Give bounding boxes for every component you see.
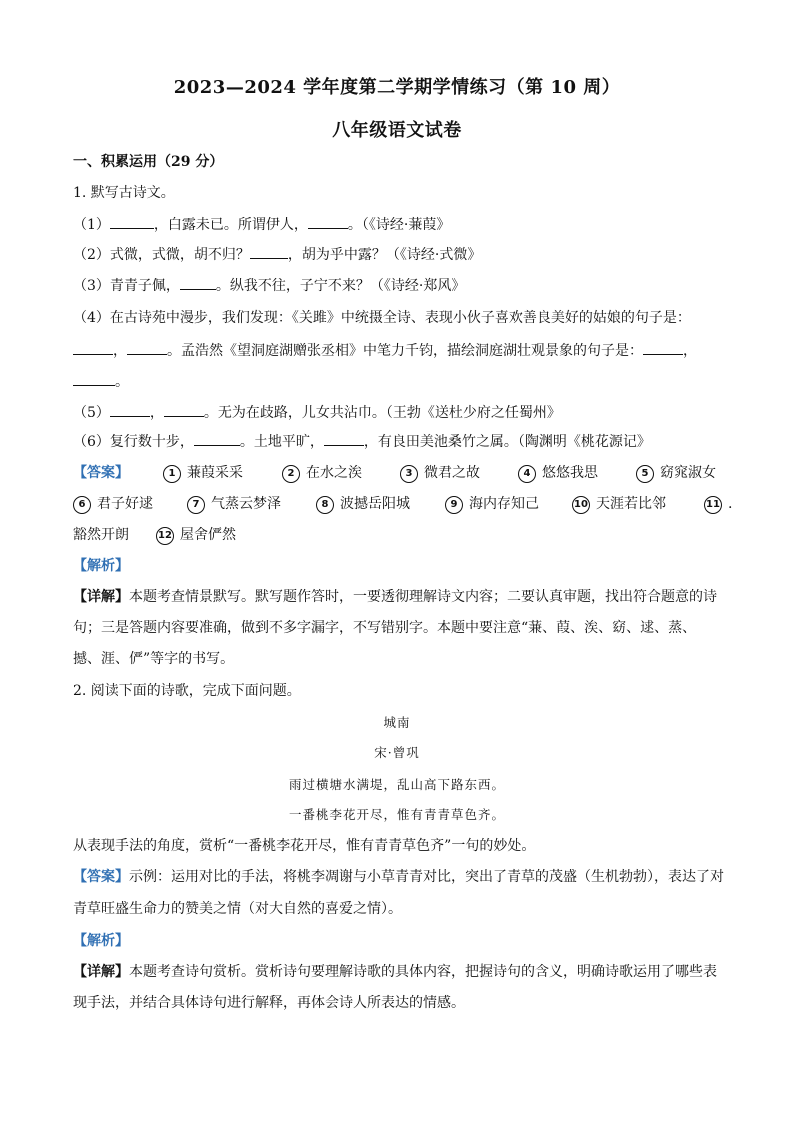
answer-blank [250,244,288,259]
analysis-tag: 【解析】 [73,558,129,574]
section-heading: 一、积累运用（29 分） [73,154,224,170]
answer-item: 3 微君之故 [400,463,480,483]
q1-item-6: （6）复行数十步， 。土地平旷， ，有良田美池桑竹之属。（陶渊明《桃花源记》 [73,431,651,452]
poem-title: 城南 [383,715,411,730]
answer-blank [180,275,216,290]
answer-blank [164,402,204,417]
answer-blank [643,340,683,355]
q2-detail-line: 现手法，并结合具体诗句进行解释，再体会诗人所表达的情感。 [73,995,465,1011]
answer-item: 1 蒹葭采采 [163,463,243,483]
q1-stem: 1. 默写古诗文。 [73,185,175,201]
answer-blank [308,214,348,229]
q1-item-4-line1: （4）在古诗苑中漫步，我们发现：《关雎》中统摄全诗、表现小伙子喜欢善良美好的姑娘的句子是： [73,310,691,326]
answer-item: 8 波撼岳阳城 [316,494,410,514]
answer-tag: 【答案】 [73,465,129,481]
answer-item: 4 悠悠我思 [518,463,598,483]
q1-item-4-line2: ， 。孟浩然《望洞庭湖赠张丞相》中笔力千钧，描绘洞庭湖壮观景象的句子是： ， [73,340,697,361]
answer-item: 2 在水之涘 [282,463,362,483]
q1-detail-line: 【详解】本题考查情景默写。默写题作答时，一要透彻理解诗文内容；二要认真审题，找出符合题意的诗 [73,589,717,605]
q2-answer-line: 青草旺盛生命力的赞美之情（对大自然的喜爱之情）。 [73,901,402,917]
answer-blank [194,431,240,446]
answer-blank [73,340,113,355]
q1-item-2: （2）式微，式微，胡不归？ ，胡为乎中露？（《诗经·式微》 [73,244,481,265]
answer-item: 11 . [704,494,732,514]
poem-line: 雨过横塘水满堤，乱山高下路东西。 [288,777,505,792]
answer-blank [110,214,154,229]
q1-item-4-line3: 。 [73,371,129,392]
q2-question: 从表现手法的角度，赏析“一番桃李花开尽，惟有青青草色齐”一句的妙处。 [73,838,536,854]
document-title: 2023—2024 学年度第二学期学情练习（第 10 周） [173,77,621,98]
answer-item: 12 屋舍俨然 [156,525,236,545]
q1-item-1: （1） ，白露未已。所谓伊人， 。（《诗经·蒹葭》 [73,214,450,235]
answer-item: 9 海内存知己 [445,494,539,514]
q2-stem: 2. 阅读下面的诗歌，完成下面问题。 [73,683,301,699]
document-subtitle: 八年级语文试卷 [332,120,462,141]
answer-blank [73,371,115,386]
q2-answer-line: 【答案】示例：运用对比的手法，将桃李凋谢与小草青青对比，突出了青草的茂盛（生机勃勃），表达了对 [73,869,724,885]
q1-detail-line: 撼、涯、俨”等字的书写。 [73,651,235,667]
q2-detail-line: 【详解】本题考查诗句赏析。赏析诗句要理解诗歌的具体内容，把握诗句的含义，明确诗歌运用了哪些表 [73,964,717,980]
answer-item: 5 窈窕淑女 [636,463,716,483]
answer-item: 豁然开朗 [73,527,129,543]
answer-blank [110,402,150,417]
analysis-tag: 【解析】 [73,933,129,949]
answer-item: 6 君子好逑 [73,494,153,514]
q1-item-3: （3）青青子佩， 。纵我不往，子宁不来？（《诗经·郑风》 [73,275,465,296]
poem-author: 宋·曾巩 [374,745,420,760]
answer-item: 7 气蒸云梦泽 [187,494,281,514]
q1-detail-line: 句；三是答题内容要准确，做到不多字漏字，不写错别字。本题中要注意“蒹、葭、涘、窈、逑、蒸、 [73,620,697,636]
q1-item-5: （5） ， 。无为在歧路，儿女共沾巾。（王勃《送杜少府之任蜀州》 [73,402,561,423]
answer-item: 10 天涯若比邻 [572,494,666,514]
answer-blank [127,340,167,355]
poem-line: 一番桃李花开尽，惟有青青草色齐。 [288,807,505,822]
answer-blank [324,431,364,446]
